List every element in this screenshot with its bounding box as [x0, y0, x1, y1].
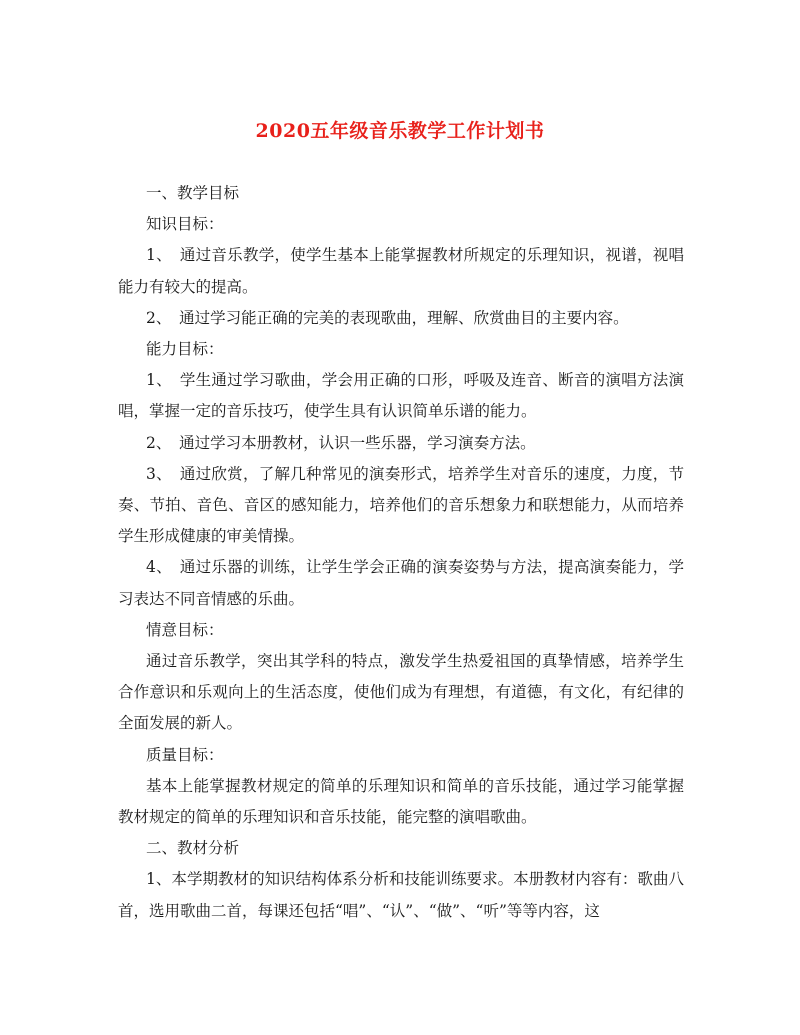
subheading-ability-goals: 能力目标： [146, 340, 224, 359]
paragraph-emotional: 通过音乐教学，突出其学科的特点，激发学生热爱祖国的真挚情感，培养学生合作意识和乐观向上的生活态度，使他们成为有理想，有道德，有文化，有纪律的全面发展的新人。 [118, 652, 684, 733]
subheading-knowledge-goals: 知识目标： [146, 215, 224, 234]
paragraph-textbook-1: 1、本学期教材的知识结构体系分析和技能训练要求。本册教材内容有：歌曲八首，选用歌曲二首，每课还包括“唱”、“认”、“做”、“听”等等内容，这 [118, 870, 684, 920]
subheading-quality-goals: 质量目标： [146, 745, 224, 764]
document-title: 2020五年级音乐教学工作计划书 [255, 120, 545, 142]
paragraph-ability-1: 1、 学生通过学习歌曲，学会用正确的口形，呼吸及连音、断音的演唱方法演唱，掌握一定的音乐技巧，使学生具有认识简单乐谱的能力。 [118, 371, 684, 421]
paragraph-knowledge-1: 1、 通过音乐教学，使学生基本上能掌握教材所规定的乐理知识，视谱，视唱能力有较大的提高。 [118, 246, 684, 296]
paragraph-ability-3: 3、 通过欣赏，了解几种常见的演奏形式，培养学生对音乐的速度，力度，节奏、节拍、音色、音区的感知能力，培养他们的音乐想象力和联想能力，从而培养学生形成健康的审美情操。 [118, 464, 684, 546]
subheading-emotional-goals: 情意目标： [146, 620, 224, 639]
paragraph-ability-2: 2、 通过学习本册教材，认识一些乐器，学习演奏方法。 [146, 433, 536, 452]
paragraph-ability-4: 4、 通过乐器的训练，让学生学会正确的演奏姿势与方法，提高演奏能力，学习表达不同音情感的乐曲。 [118, 558, 684, 608]
paragraph-knowledge-2: 2、 通过学习能正确的完美的表现歌曲，理解、欣赏曲目的主要内容。 [146, 308, 629, 327]
section-heading-teaching-goals: 一、教学目标 [146, 184, 240, 202]
section-heading-textbook-analysis: 二、教材分析 [146, 839, 240, 858]
paragraph-quality: 基本上能掌握教材规定的简单的乐理知识和简单的音乐技能，通过学习能掌握教材规定的简单的乐理知识和音乐技能，能完整的演唱歌曲。 [118, 776, 684, 827]
document-body [118, 178, 684, 927]
